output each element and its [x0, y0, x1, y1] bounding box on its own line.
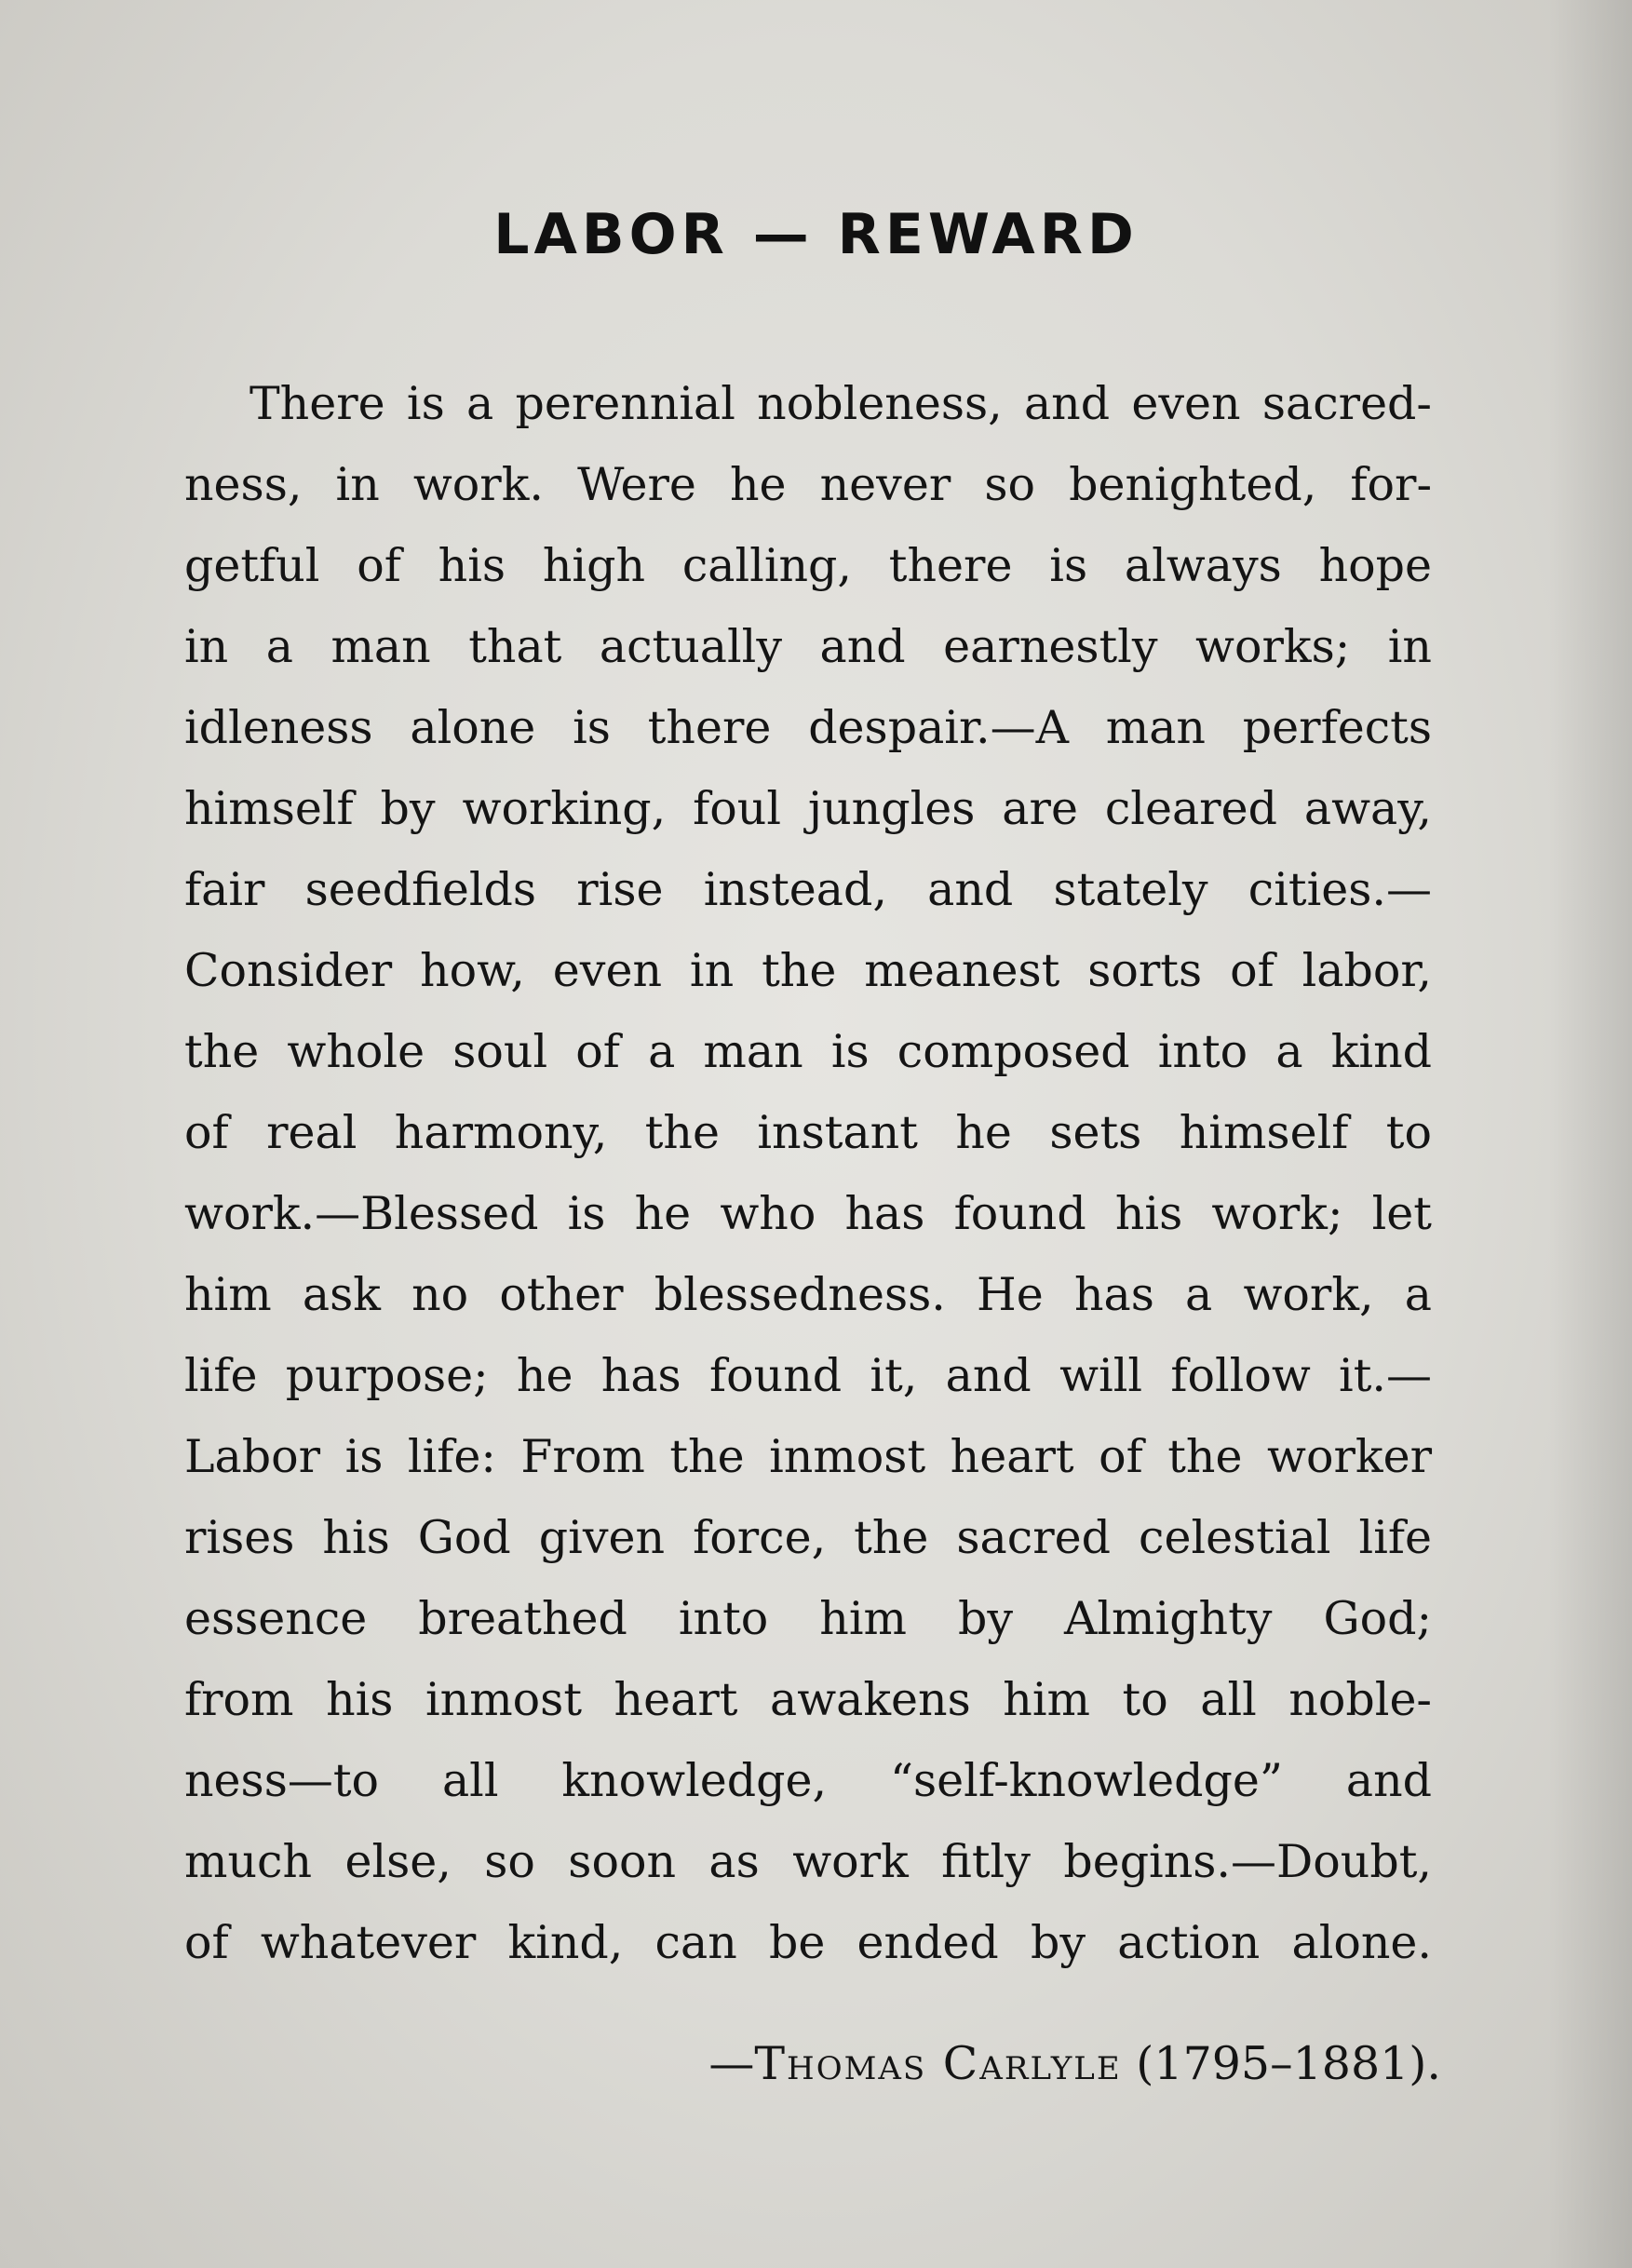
text-line: himself by working, foul jungles are cleared away, [184, 782, 1432, 835]
text-line: essence breathed into him by Almighty God; [184, 1592, 1432, 1645]
text-line: work.—Blessed is he who has found his work; let [184, 1187, 1432, 1240]
text-line: in a man that actually and earnestly works; in [184, 620, 1432, 673]
quote-body [184, 363, 1432, 1983]
text-line: ness, in work. Were he never so benighted, for- [184, 458, 1432, 511]
text-line: fair seedfields rise instead, and stately cities.— [184, 863, 1432, 916]
text-line: getful of his high calling, there is always hope [184, 539, 1432, 592]
text-line: idleness alone is there despair.—A man perfects [184, 701, 1432, 754]
attribution-dash: — [708, 2037, 755, 2090]
text-line: Labor is life: From the inmost heart of the worker [184, 1430, 1432, 1483]
text-line: ness—to all knowledge, “self-knowledge” and [184, 1754, 1432, 1807]
text-line: of whatever kind, can be ended by action alone. [184, 1916, 1432, 1969]
text-line: life purpose; he has found it, and will follow it.— [184, 1349, 1432, 1402]
text-line: There is a perennial nobleness, and even sacred- [250, 377, 1432, 430]
page-edge-shadow [1548, 0, 1632, 2268]
text-line: from his inmost heart awakens him to all noble- [184, 1673, 1432, 1726]
text-line: Consider how, even in the meanest sorts of labor, [184, 944, 1432, 997]
attribution-author: Thomas Carlyle [754, 2037, 1122, 2090]
attribution-dates: (1795–1881). [1136, 2037, 1441, 2090]
text-line: rises his God given force, the sacred celestial life [184, 1511, 1432, 1564]
text-line: him ask no other blessedness. He has a work, a [184, 1268, 1432, 1321]
page-title: LABOR — REWARD [493, 202, 1139, 267]
attribution [0, 2037, 1441, 2090]
text-line: of real harmony, the instant he sets himself to [184, 1106, 1432, 1159]
text-line: much else, so soon as work fitly begins.—Doubt, [184, 1835, 1432, 1888]
text-line: the whole soul of a man is composed into a kind [184, 1025, 1432, 1078]
